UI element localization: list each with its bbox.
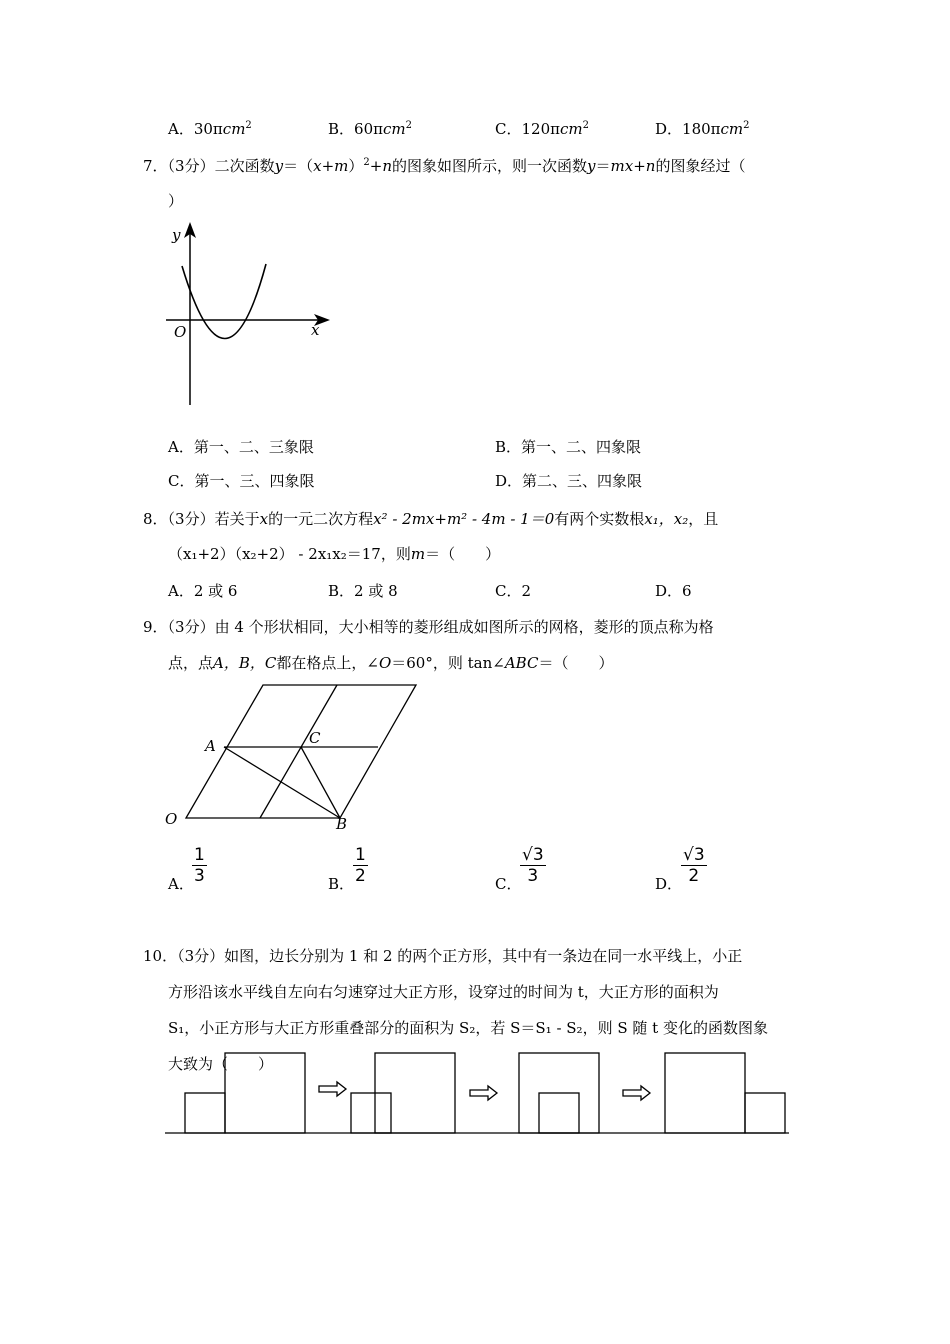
- arrow-icon: [623, 1086, 650, 1100]
- q8-option-a[interactable]: A．2 或 6: [168, 582, 238, 600]
- q9-option-d-fraction[interactable]: $\frac{√3}{2}$: [683, 845, 705, 886]
- q7-option-a[interactable]: A．第一、二、三象限: [168, 438, 314, 456]
- panel1-big-square: [225, 1053, 305, 1133]
- q8-option-c[interactable]: C．2: [495, 582, 532, 600]
- segment-cb: [301, 747, 340, 818]
- y-label: y: [172, 226, 181, 244]
- q7-option-b[interactable]: B．第一、二、四象限: [495, 438, 642, 456]
- q9-option-c-letter[interactable]: C．: [495, 875, 522, 893]
- label-c: C: [309, 729, 321, 747]
- q6-option-c[interactable]: C．120πcm$^2$: [495, 120, 589, 138]
- q10-stem-line1: 10．（3分）如图，边长分别为 1 和 2 的两个正方形，其中有一条边在同一水平线上，小正: [143, 947, 743, 965]
- label-b: B: [336, 815, 348, 833]
- panel4-big-square: [665, 1053, 745, 1133]
- q10-stem-line3: S₁，小正方形与大正方形重叠部分的面积为 S₂，若 S＝S₁ - S₂，则 S 随 t 变化的函数图象: [168, 1019, 768, 1037]
- q6-option-b[interactable]: B．60πcm$^2$: [328, 120, 412, 138]
- q7-option-d[interactable]: D．第二、三、四象限: [495, 472, 643, 490]
- label-a: A: [205, 737, 216, 755]
- q6-option-d[interactable]: D．180πcm$^2$: [655, 120, 750, 138]
- panel4-small-square: [745, 1093, 785, 1133]
- q7-option-c[interactable]: C．第一、三、四象限: [168, 472, 315, 490]
- segment-ab: [224, 747, 340, 818]
- q10-stem-line4: 大致为（ ）: [168, 1055, 274, 1073]
- q9-stem-line2: 点，点A，B，C都在格点上，∠O＝60°，则 tan∠ABC＝（ ）: [168, 654, 614, 672]
- q9-option-c-fraction[interactable]: $\frac{√3}{3}$: [522, 845, 544, 886]
- q9-option-b-letter[interactable]: B．: [328, 875, 355, 893]
- q8-option-b[interactable]: B．2 或 8: [328, 582, 398, 600]
- parabola-curve: [182, 264, 266, 339]
- q9-stem-line1: 9．（3分）由 4 个形状相同，大小相等的菱形组成如图所示的网格，菱形的顶点称为格: [143, 618, 714, 636]
- x-label: x: [311, 321, 320, 339]
- q9-option-d-letter[interactable]: D．: [655, 875, 683, 893]
- panel2-small-square: [351, 1093, 391, 1133]
- origin-label: O: [174, 323, 187, 341]
- q8-stem-line2: （x₁+2）（x₂+2） - 2x₁x₂＝17，则m＝（ ）: [168, 545, 501, 563]
- q6-option-a[interactable]: A．30πcm$^2$: [168, 120, 252, 138]
- q9-option-a-letter[interactable]: A．: [168, 875, 194, 893]
- mid-slant: [260, 685, 337, 818]
- q8-option-d[interactable]: D．6: [655, 582, 692, 600]
- q7-stem-line1: 7．（3分）二次函数$y=(x+m)^2+n$的图象如图所示，则一次函数y＝mx+n的图象经过（: [143, 157, 746, 175]
- q9-option-a-fraction[interactable]: $\frac{1}{3}$: [194, 845, 205, 886]
- outer-rhombus: [186, 685, 416, 818]
- arrow-icon: [470, 1086, 497, 1100]
- q7-stem-line2: ）: [168, 192, 184, 210]
- panel1-small-square: [185, 1093, 225, 1133]
- arrow-icon: [319, 1082, 346, 1096]
- q9-option-b-fraction[interactable]: $\frac{1}{2}$: [355, 845, 366, 886]
- q10-squares-figure: [165, 1050, 795, 1140]
- q8-stem-line1: 8．（3分）若关于x的一元二次方程x² - 2mx+m² - 4m - 1＝0有两个实数根x₁，x₂，且: [143, 510, 719, 528]
- q9-rhombus-grid: [160, 680, 430, 833]
- q7-parabola-graph: [160, 220, 340, 410]
- label-o: O: [165, 810, 178, 828]
- q10-stem-line2: 方形沿该水平线自左向右匀速穿过大正方形，设穿过的时间为 t，大正方形的面积为: [168, 983, 719, 1001]
- panel3-small-square: [539, 1093, 579, 1133]
